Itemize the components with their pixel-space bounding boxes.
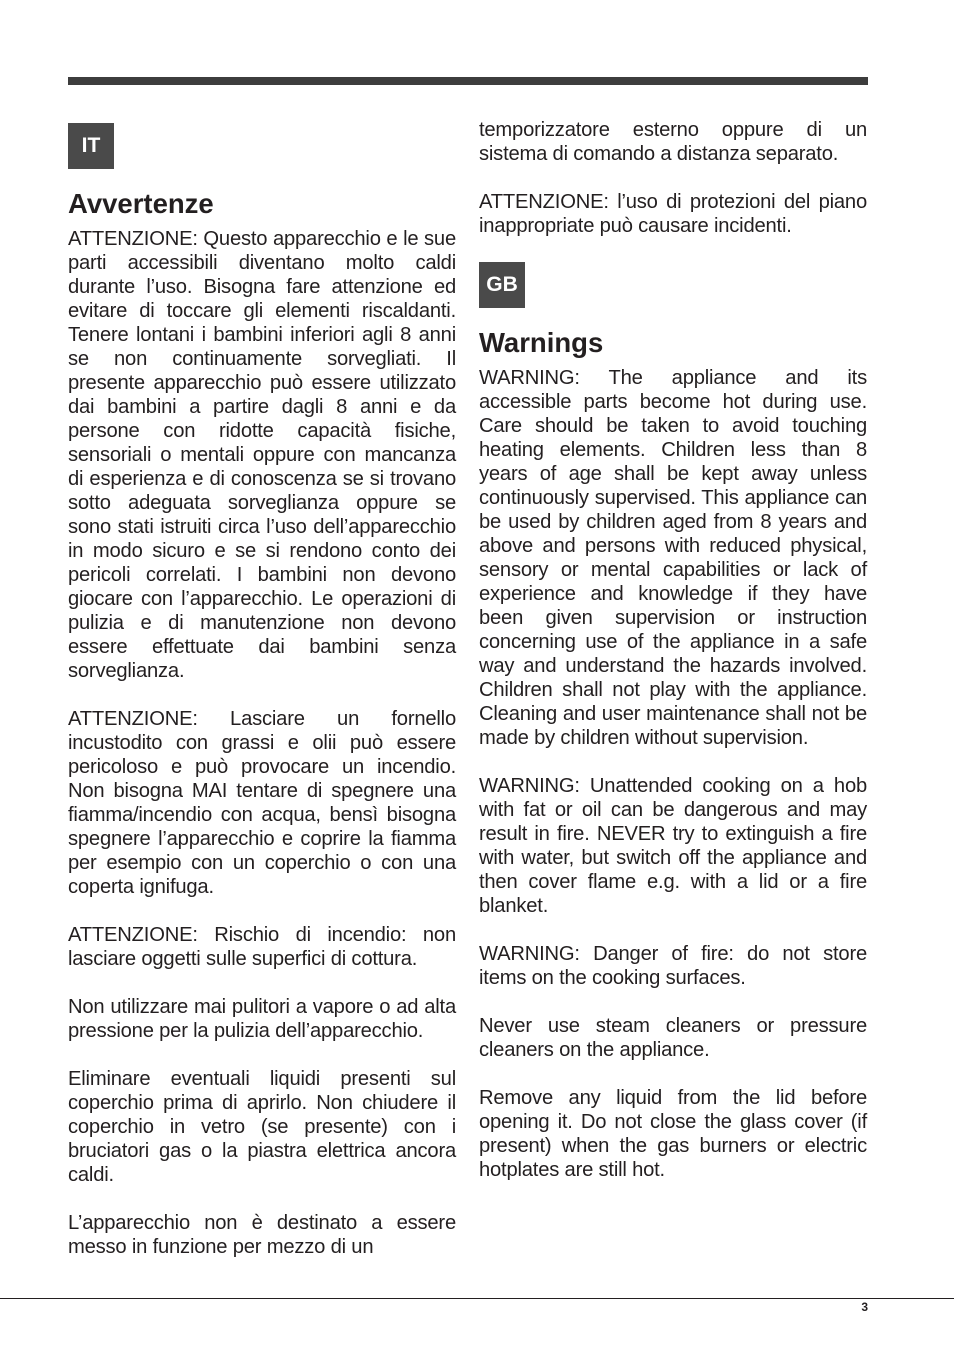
paragraph-it-4: Non utilizzare mai pulitori a vapore o ad alta pressione per la pulizia dell’apparecchio.	[68, 996, 456, 1042]
paragraph-it-continued: temporizzatore esterno oppure di un sistema di comando a distanza separato.	[479, 119, 867, 165]
section-heading-gb: Warnings	[479, 327, 604, 358]
english-column	[479, 118, 867, 1206]
section-heading-it: Avvertenze	[68, 188, 214, 219]
italian-column	[68, 118, 456, 1283]
paragraph-gb-2: WARNING: Unattended cooking on a hob with fat or oil can be dangerous and may result in fire. NEVER try to extinguish a fire with water, but switch off the appliance and then cover flame e.g. with a lid or a fire blanket.	[479, 775, 867, 917]
paragraph-gb-4: Never use steam cleaners or pressure cleaners on the appliance.	[479, 1015, 867, 1061]
page-number: 3	[861, 1300, 868, 1314]
paragraph-gb-1: WARNING: The appliance and its accessible parts become hot during use. Care should be taken to avoid touching heating elements. Children less than 8 years of age shall be kept away unless continuously supervised. This appliance can be used by children aged from 8 years and above and persons with reduced physical, sensory or mental capabilities or lack of experience and knowledge if they have been given supervision or instruction concerning use of the appliance in a safe way and understand the hazards involved. Children shall not play with the appliance. Cleaning and user maintenance shall not be made by children without supervision.	[479, 367, 867, 749]
language-badge-gb: GB	[479, 262, 525, 308]
paragraph-it-1: ATTENZIONE: Questo apparecchio e le sue parti accessibili diventano molto caldi durante l’uso. Bisogna fare attenzione ed evitare di toccare gli elementi riscaldanti. Tenere lontani i bambini inferiori agli 8 anni se non continuamente sorvegliati. Il presente apparecchio può essere utilizzato dai bambini a partire dagli 8 anni e da persone con ridotte capacità fisiche, sensoriali o mentali oppure con mancanza di esperienza e di conoscenza se si trovano sotto adeguata sorveglianza oppure se sono stati istruiti circa l’uso dell’apparecchio in modo sicuro e se si rendono conto dei pericoli correlati. I bambini non devono giocare con l’apparecchio. Le operazioni di pulizia e di manutenzione non devono essere effettuate dai bambini senza sorveglianza.	[68, 228, 456, 682]
language-badge-it: IT	[68, 123, 114, 169]
paragraph-it-5: Eliminare eventuali liquidi presenti sul coperchio prima di aprirlo. Non chiudere il coperchio in vetro (se presente) con i bruciatori gas o la piastra elettrica ancora caldi.	[68, 1068, 456, 1186]
paragraph-it-3: ATTENZIONE: Rischio di incendio: non lasciare oggetti sulle superfici di cottura.	[68, 924, 456, 970]
paragraph-gb-3: WARNING: Danger of fire: do not store items on the cooking surfaces.	[479, 943, 867, 989]
top-rule	[68, 77, 868, 85]
bottom-rule	[0, 1298, 954, 1299]
paragraph-it-6: L’apparecchio non è destinato a essere messo in funzione per mezzo di un	[68, 1212, 456, 1258]
paragraph-gb-5: Remove any liquid from the lid before opening it. Do not close the glass cover (if present) when the gas burners or electric hotplates are still hot.	[479, 1087, 867, 1181]
paragraph-it-7: ATTENZIONE: l’uso di protezioni del piano inappropriate può causare incidenti.	[479, 191, 867, 237]
paragraph-it-2: ATTENZIONE: Lasciare un fornello incustodito con grassi e olii può essere pericoloso e può provocare un incendio. Non bisogna MAI tentare di spegnere una fiamma/incendio con acqua, bensì bisogna spegnere l’apparecchio e coprire la fiamma per esempio con un coperchio o con una coperta ignifuga.	[68, 708, 456, 898]
